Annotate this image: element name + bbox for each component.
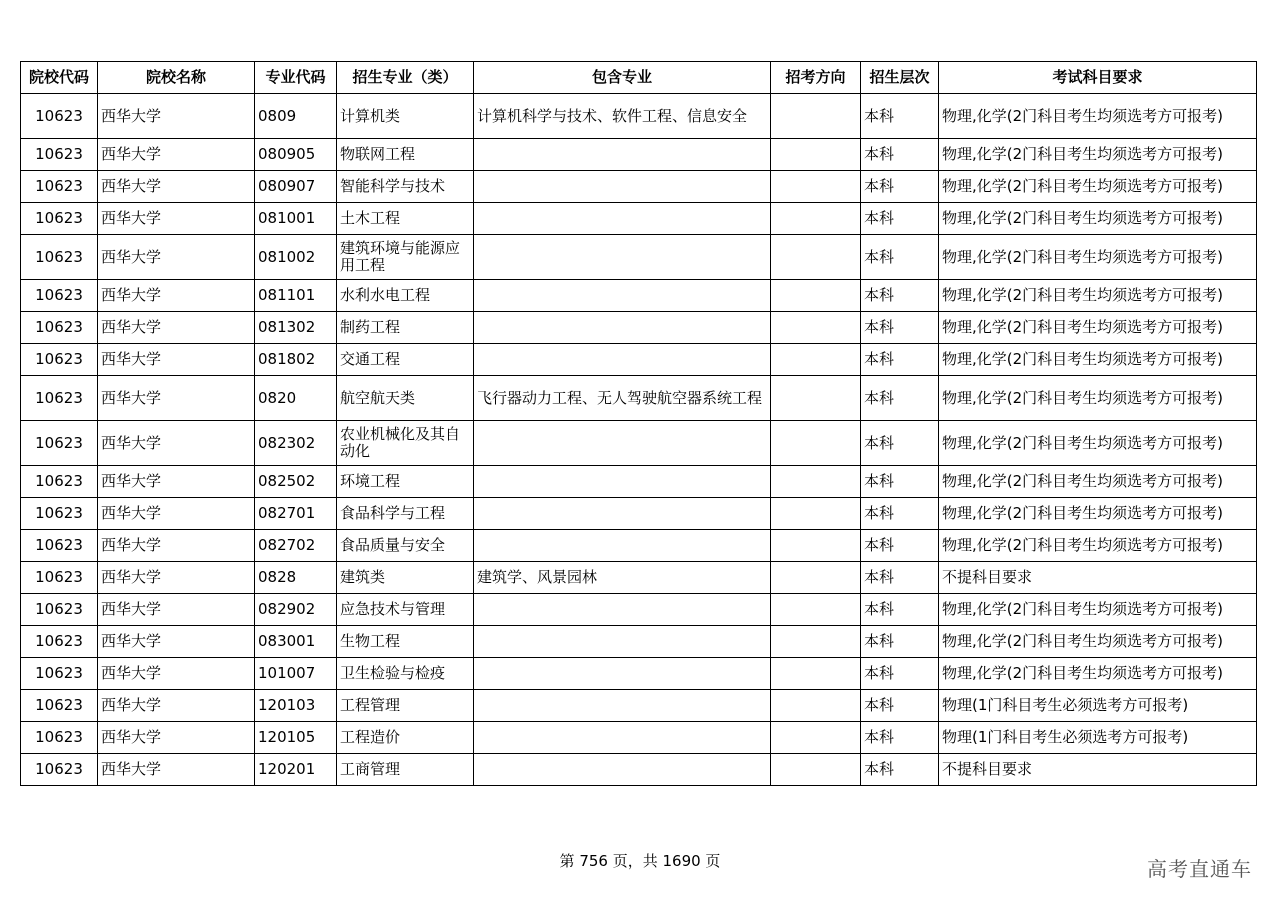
- header-major-code: 专业代码: [255, 62, 337, 94]
- cell-included-majors: [474, 235, 771, 280]
- cell-school-code: 10623: [21, 203, 98, 235]
- cell-subject-requirement: 物理(1门科目考生必须选考方可报考): [939, 722, 1257, 754]
- cell-major-code: 0820: [255, 376, 337, 421]
- cell-included-majors: [474, 203, 771, 235]
- cell-direction: [771, 594, 861, 626]
- cell-school-code: 10623: [21, 594, 98, 626]
- cell-school-name: 西华大学: [98, 498, 255, 530]
- cell-subject-requirement: 物理,化学(2门科目考生均须选考方可报考): [939, 94, 1257, 139]
- cell-major-code: 083001: [255, 626, 337, 658]
- cell-level: 本科: [861, 754, 939, 786]
- header-included-majors: 包含专业: [474, 62, 771, 94]
- cell-subject-requirement: 物理,化学(2门科目考生均须选考方可报考): [939, 498, 1257, 530]
- cell-school-code: 10623: [21, 235, 98, 280]
- cell-school-code: 10623: [21, 421, 98, 466]
- cell-school-code: 10623: [21, 754, 98, 786]
- cell-major: 交通工程: [337, 344, 474, 376]
- cell-school-code: 10623: [21, 626, 98, 658]
- table-row: [21, 594, 1257, 626]
- cell-major: 航空航天类: [337, 376, 474, 421]
- cell-major-code: 080907: [255, 171, 337, 203]
- cell-level: 本科: [861, 626, 939, 658]
- cell-level: 本科: [861, 722, 939, 754]
- cell-included-majors: [474, 754, 771, 786]
- cell-school-name: 西华大学: [98, 280, 255, 312]
- cell-major-code: 0828: [255, 562, 337, 594]
- cell-school-code: 10623: [21, 722, 98, 754]
- cell-subject-requirement: 物理(1门科目考生必须选考方可报考): [939, 690, 1257, 722]
- cell-subject-requirement: 物理,化学(2门科目考生均须选考方可报考): [939, 376, 1257, 421]
- cell-direction: [771, 626, 861, 658]
- cell-major-code: 082701: [255, 498, 337, 530]
- cell-level: 本科: [861, 658, 939, 690]
- cell-direction: [771, 280, 861, 312]
- cell-direction: [771, 235, 861, 280]
- cell-school-name: 西华大学: [98, 658, 255, 690]
- cell-school-name: 西华大学: [98, 562, 255, 594]
- cell-major-code: 082302: [255, 421, 337, 466]
- table-row: [21, 235, 1257, 280]
- cell-major-code: 120201: [255, 754, 337, 786]
- cell-level: 本科: [861, 498, 939, 530]
- cell-included-majors: [474, 690, 771, 722]
- table-row: [21, 171, 1257, 203]
- cell-school-name: 西华大学: [98, 312, 255, 344]
- cell-major: 智能科学与技术: [337, 171, 474, 203]
- cell-school-code: 10623: [21, 312, 98, 344]
- cell-school-name: 西华大学: [98, 690, 255, 722]
- header-major: 招生专业（类）: [337, 62, 474, 94]
- page-number: 第 756 页，共 1690 页: [559, 852, 721, 870]
- cell-subject-requirement: 物理,化学(2门科目考生均须选考方可报考): [939, 203, 1257, 235]
- cell-included-majors: 飞行器动力工程、无人驾驶航空器系统工程: [474, 376, 771, 421]
- cell-subject-requirement: 物理,化学(2门科目考生均须选考方可报考): [939, 530, 1257, 562]
- cell-major: 工程造价: [337, 722, 474, 754]
- table-row: [21, 498, 1257, 530]
- header-school-name: 院校名称: [98, 62, 255, 94]
- cell-included-majors: [474, 421, 771, 466]
- cell-school-name: 西华大学: [98, 754, 255, 786]
- cell-direction: [771, 498, 861, 530]
- header-level: 招生层次: [861, 62, 939, 94]
- cell-major-code: 081001: [255, 203, 337, 235]
- cell-major: 建筑类: [337, 562, 474, 594]
- cell-major-code: 0809: [255, 94, 337, 139]
- cell-level: 本科: [861, 594, 939, 626]
- table-row: [21, 530, 1257, 562]
- cell-major-code: 082902: [255, 594, 337, 626]
- cell-direction: [771, 139, 861, 171]
- table-header-row: [21, 62, 1257, 94]
- cell-included-majors: [474, 658, 771, 690]
- cell-subject-requirement: 物理,化学(2门科目考生均须选考方可报考): [939, 235, 1257, 280]
- cell-level: 本科: [861, 466, 939, 498]
- cell-subject-requirement: 物理,化学(2门科目考生均须选考方可报考): [939, 171, 1257, 203]
- cell-major-code: 120103: [255, 690, 337, 722]
- cell-major: 制药工程: [337, 312, 474, 344]
- cell-subject-requirement: 物理,化学(2门科目考生均须选考方可报考): [939, 312, 1257, 344]
- cell-school-name: 西华大学: [98, 421, 255, 466]
- header-direction: 招考方向: [771, 62, 861, 94]
- cell-school-code: 10623: [21, 344, 98, 376]
- cell-included-majors: [474, 312, 771, 344]
- cell-major-code: 101007: [255, 658, 337, 690]
- cell-school-name: 西华大学: [98, 594, 255, 626]
- cell-major: 农业机械化及其自动化: [337, 421, 474, 466]
- cell-included-majors: [474, 466, 771, 498]
- cell-school-name: 西华大学: [98, 344, 255, 376]
- cell-major: 环境工程: [337, 466, 474, 498]
- cell-level: 本科: [861, 530, 939, 562]
- cell-school-code: 10623: [21, 562, 98, 594]
- cell-school-name: 西华大学: [98, 376, 255, 421]
- cell-subject-requirement: 物理,化学(2门科目考生均须选考方可报考): [939, 626, 1257, 658]
- cell-school-code: 10623: [21, 466, 98, 498]
- cell-level: 本科: [861, 94, 939, 139]
- cell-included-majors: [474, 498, 771, 530]
- cell-subject-requirement: 物理,化学(2门科目考生均须选考方可报考): [939, 139, 1257, 171]
- cell-direction: [771, 344, 861, 376]
- cell-school-name: 西华大学: [98, 203, 255, 235]
- cell-direction: [771, 658, 861, 690]
- cell-direction: [771, 94, 861, 139]
- cell-direction: [771, 203, 861, 235]
- table-row: [21, 466, 1257, 498]
- cell-school-code: 10623: [21, 171, 98, 203]
- cell-major: 工程管理: [337, 690, 474, 722]
- cell-major: 应急技术与管理: [337, 594, 474, 626]
- cell-included-majors: [474, 530, 771, 562]
- table-row: [21, 312, 1257, 344]
- cell-major-code: 081802: [255, 344, 337, 376]
- cell-level: 本科: [861, 203, 939, 235]
- cell-school-name: 西华大学: [98, 94, 255, 139]
- cell-direction: [771, 376, 861, 421]
- cell-subject-requirement: 物理,化学(2门科目考生均须选考方可报考): [939, 658, 1257, 690]
- table-row: [21, 690, 1257, 722]
- header-school-code: 院校代码: [21, 62, 98, 94]
- cell-included-majors: [474, 594, 771, 626]
- cell-level: 本科: [861, 280, 939, 312]
- cell-level: 本科: [861, 376, 939, 421]
- table-row: [21, 203, 1257, 235]
- cell-direction: [771, 722, 861, 754]
- cell-major-code: 082702: [255, 530, 337, 562]
- cell-major-code: 081002: [255, 235, 337, 280]
- cell-major-code: 081101: [255, 280, 337, 312]
- cell-direction: [771, 171, 861, 203]
- cell-major: 工商管理: [337, 754, 474, 786]
- cell-level: 本科: [861, 235, 939, 280]
- cell-major: 卫生检验与检疫: [337, 658, 474, 690]
- table-row: [21, 626, 1257, 658]
- cell-school-name: 西华大学: [98, 530, 255, 562]
- cell-level: 本科: [861, 139, 939, 171]
- cell-school-name: 西华大学: [98, 722, 255, 754]
- cell-major-code: 120105: [255, 722, 337, 754]
- cell-included-majors: [474, 280, 771, 312]
- table-row: [21, 139, 1257, 171]
- cell-subject-requirement: 物理,化学(2门科目考生均须选考方可报考): [939, 344, 1257, 376]
- header-subject-requirement: 考试科目要求: [939, 62, 1257, 94]
- cell-included-majors: [474, 344, 771, 376]
- cell-direction: [771, 754, 861, 786]
- cell-level: 本科: [861, 690, 939, 722]
- cell-major: 食品质量与安全: [337, 530, 474, 562]
- cell-major: 物联网工程: [337, 139, 474, 171]
- cell-subject-requirement: 不提科目要求: [939, 562, 1257, 594]
- cell-included-majors: 计算机科学与技术、软件工程、信息安全: [474, 94, 771, 139]
- watermark-text: 高考直通车: [1147, 857, 1252, 881]
- cell-level: 本科: [861, 344, 939, 376]
- cell-level: 本科: [861, 171, 939, 203]
- cell-school-name: 西华大学: [98, 466, 255, 498]
- cell-school-name: 西华大学: [98, 626, 255, 658]
- cell-included-majors: [474, 139, 771, 171]
- cell-major: 水利水电工程: [337, 280, 474, 312]
- cell-school-name: 西华大学: [98, 171, 255, 203]
- cell-included-majors: [474, 171, 771, 203]
- cell-school-code: 10623: [21, 94, 98, 139]
- table-row: [21, 562, 1257, 594]
- cell-subject-requirement: 物理,化学(2门科目考生均须选考方可报考): [939, 594, 1257, 626]
- cell-subject-requirement: 物理,化学(2门科目考生均须选考方可报考): [939, 466, 1257, 498]
- table-row: [21, 344, 1257, 376]
- cell-direction: [771, 530, 861, 562]
- cell-major: 计算机类: [337, 94, 474, 139]
- cell-school-code: 10623: [21, 658, 98, 690]
- cell-school-code: 10623: [21, 498, 98, 530]
- cell-included-majors: [474, 722, 771, 754]
- admissions-table: [20, 61, 1257, 786]
- cell-direction: [771, 312, 861, 344]
- cell-direction: [771, 690, 861, 722]
- table-row: [21, 376, 1257, 421]
- cell-level: 本科: [861, 312, 939, 344]
- cell-major: 建筑环境与能源应用工程: [337, 235, 474, 280]
- cell-subject-requirement: 物理,化学(2门科目考生均须选考方可报考): [939, 280, 1257, 312]
- cell-level: 本科: [861, 562, 939, 594]
- table-row: [21, 658, 1257, 690]
- cell-major: 食品科学与工程: [337, 498, 474, 530]
- cell-major-code: 081302: [255, 312, 337, 344]
- cell-level: 本科: [861, 421, 939, 466]
- table-row: [21, 754, 1257, 786]
- table-row: [21, 94, 1257, 139]
- cell-school-code: 10623: [21, 376, 98, 421]
- cell-school-code: 10623: [21, 690, 98, 722]
- cell-school-name: 西华大学: [98, 139, 255, 171]
- cell-school-name: 西华大学: [98, 235, 255, 280]
- table-row: [21, 722, 1257, 754]
- cell-subject-requirement: 物理,化学(2门科目考生均须选考方可报考): [939, 421, 1257, 466]
- cell-major: 生物工程: [337, 626, 474, 658]
- cell-major-code: 082502: [255, 466, 337, 498]
- cell-included-majors: [474, 626, 771, 658]
- cell-school-code: 10623: [21, 139, 98, 171]
- cell-school-code: 10623: [21, 530, 98, 562]
- cell-direction: [771, 562, 861, 594]
- cell-direction: [771, 466, 861, 498]
- cell-major: 土木工程: [337, 203, 474, 235]
- table-row: [21, 280, 1257, 312]
- table-row: [21, 421, 1257, 466]
- cell-direction: [771, 421, 861, 466]
- cell-included-majors: 建筑学、风景园林: [474, 562, 771, 594]
- cell-major-code: 080905: [255, 139, 337, 171]
- cell-subject-requirement: 不提科目要求: [939, 754, 1257, 786]
- cell-school-code: 10623: [21, 280, 98, 312]
